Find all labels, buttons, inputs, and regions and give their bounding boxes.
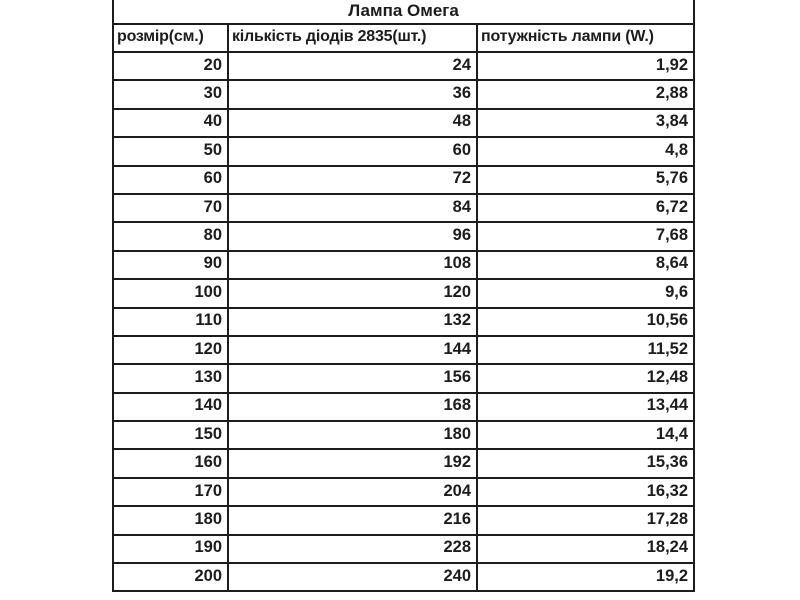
cell-size: 60 — [113, 166, 228, 194]
cell-power: 6,72 — [477, 194, 694, 222]
cell-size: 170 — [113, 478, 228, 506]
cell-power: 19,2 — [477, 563, 694, 591]
table-row — [113, 535, 694, 563]
table-row — [113, 194, 694, 222]
cell-power: 9,6 — [477, 279, 694, 307]
cell-size: 100 — [113, 279, 228, 307]
cell-power: 13,44 — [477, 393, 694, 421]
table-row — [113, 478, 694, 506]
cell-power: 16,32 — [477, 478, 694, 506]
cell-power: 5,76 — [477, 166, 694, 194]
lamp-spec-table-container — [112, 0, 695, 592]
cell-power: 12,48 — [477, 364, 694, 392]
table-title-row — [113, 0, 694, 24]
table-row — [113, 251, 694, 279]
cell-diodes: 120 — [228, 279, 477, 307]
cell-diodes: 84 — [228, 194, 477, 222]
cell-diodes: 168 — [228, 393, 477, 421]
cell-size: 120 — [113, 336, 228, 364]
table-row — [113, 364, 694, 392]
cell-diodes: 180 — [228, 421, 477, 449]
cell-diodes: 96 — [228, 222, 477, 250]
table-row — [113, 421, 694, 449]
cell-diodes: 144 — [228, 336, 477, 364]
cell-diodes: 192 — [228, 449, 477, 477]
cell-power: 1,92 — [477, 52, 694, 80]
table-body — [113, 0, 694, 591]
cell-size: 90 — [113, 251, 228, 279]
cell-diodes: 72 — [228, 166, 477, 194]
cell-power: 3,84 — [477, 109, 694, 137]
cell-power: 2,88 — [477, 80, 694, 108]
lamp-spec-table — [112, 0, 695, 592]
cell-power: 11,52 — [477, 336, 694, 364]
table-header-row — [113, 24, 694, 52]
table-row — [113, 109, 694, 137]
table-row — [113, 308, 694, 336]
cell-power: 10,56 — [477, 308, 694, 336]
table-row — [113, 279, 694, 307]
cell-size: 160 — [113, 449, 228, 477]
cell-diodes: 108 — [228, 251, 477, 279]
table-title: Лампа Омега — [113, 0, 694, 24]
cell-size: 140 — [113, 393, 228, 421]
table-row — [113, 449, 694, 477]
table-row — [113, 80, 694, 108]
cell-size: 180 — [113, 506, 228, 534]
cell-size: 80 — [113, 222, 228, 250]
cell-size: 20 — [113, 52, 228, 80]
cell-diodes: 36 — [228, 80, 477, 108]
table-row — [113, 222, 694, 250]
table-row — [113, 563, 694, 591]
cell-diodes: 24 — [228, 52, 477, 80]
cell-power: 14,4 — [477, 421, 694, 449]
table-row — [113, 166, 694, 194]
cell-diodes: 216 — [228, 506, 477, 534]
cell-diodes: 48 — [228, 109, 477, 137]
cell-diodes: 60 — [228, 137, 477, 165]
cell-diodes: 204 — [228, 478, 477, 506]
cell-size: 110 — [113, 308, 228, 336]
column-header-diodes: кількість діодів 2835(шт.) — [228, 24, 477, 52]
cell-size: 150 — [113, 421, 228, 449]
cell-size: 70 — [113, 194, 228, 222]
cell-power: 17,28 — [477, 506, 694, 534]
cell-diodes: 240 — [228, 563, 477, 591]
column-header-power: потужність лампи (W.) — [477, 24, 694, 52]
cell-power: 8,64 — [477, 251, 694, 279]
cell-size: 30 — [113, 80, 228, 108]
cell-power: 15,36 — [477, 449, 694, 477]
cell-size: 190 — [113, 535, 228, 563]
cell-diodes: 156 — [228, 364, 477, 392]
table-row — [113, 52, 694, 80]
table-row — [113, 137, 694, 165]
column-header-size: розмір(см.) — [113, 24, 228, 52]
table-row — [113, 393, 694, 421]
cell-size: 200 — [113, 563, 228, 591]
table-row — [113, 506, 694, 534]
cell-power: 4,8 — [477, 137, 694, 165]
cell-power: 7,68 — [477, 222, 694, 250]
table-row — [113, 336, 694, 364]
cell-diodes: 132 — [228, 308, 477, 336]
cell-size: 130 — [113, 364, 228, 392]
cell-size: 40 — [113, 109, 228, 137]
cell-size: 50 — [113, 137, 228, 165]
cell-diodes: 228 — [228, 535, 477, 563]
cell-power: 18,24 — [477, 535, 694, 563]
